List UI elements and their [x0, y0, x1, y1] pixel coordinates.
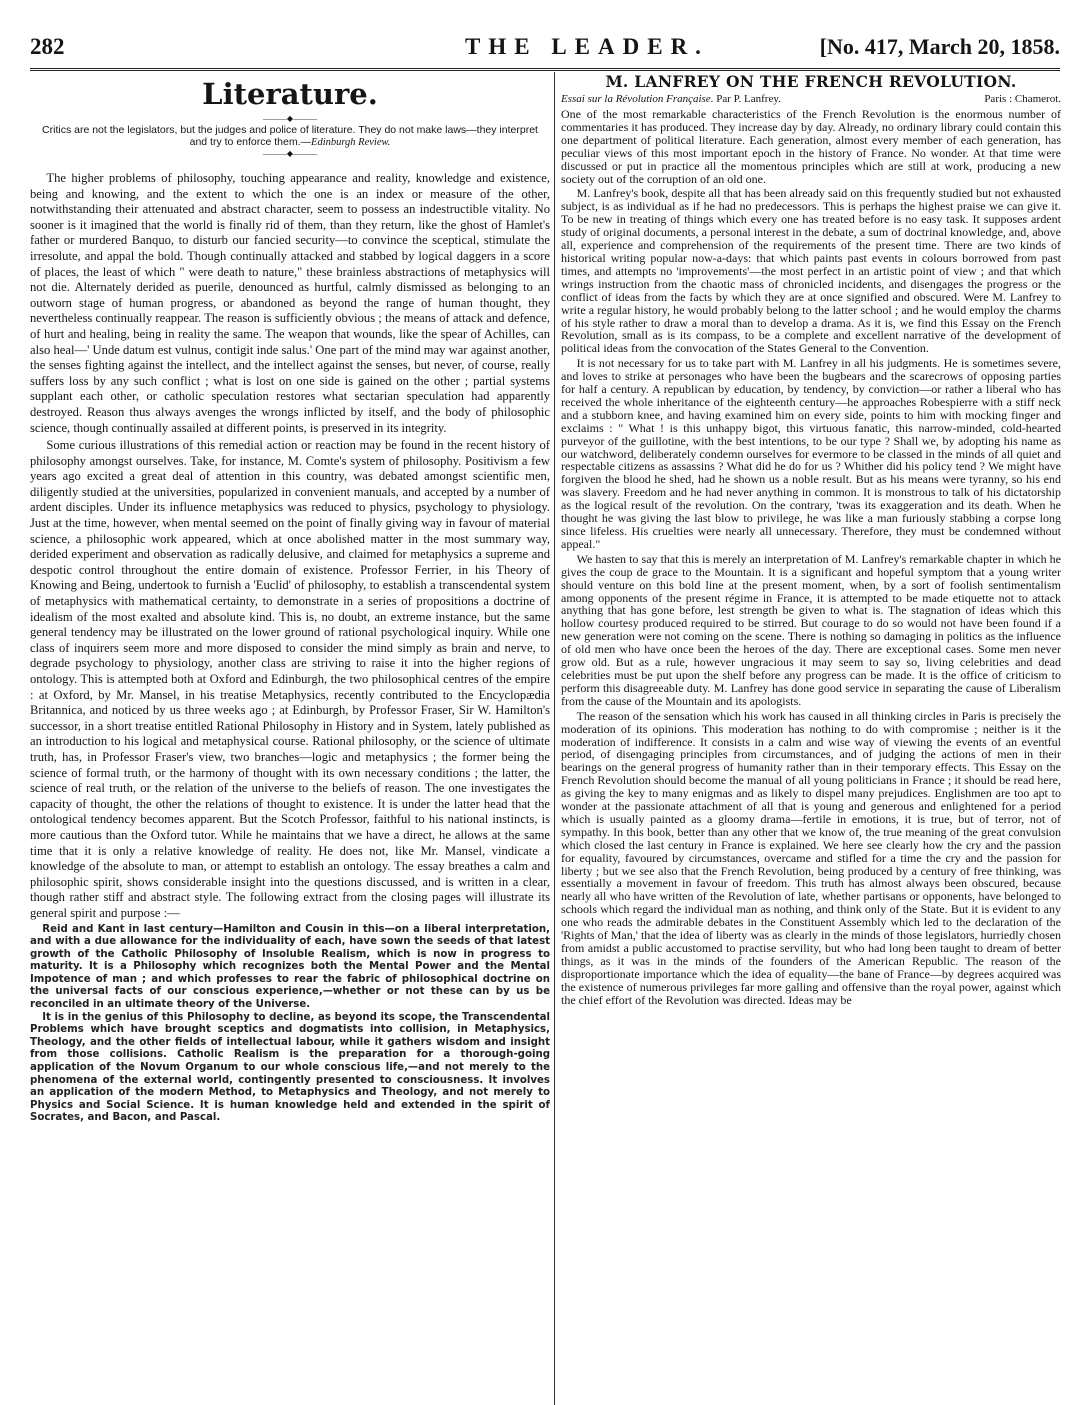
- paragraph: The reason of the sensation which his work has caused in all thinking circles in Paris is precisely the moderation of its opinions. This moderation has nothing to do with compromise ; neither is it the moderation of indifference. It consists in a calm and wise way of viewing the events of an eventful period, of disengaging principles from circumstances, and of judging the actions of men in their bearings on the general progress of humanity rather than in their temporary effects. This Essay on the French Revolution should become the manual of all young politicians in France ; it should be read here, as giving the key to many enigmas and as likely to dispel many prejudices. Englishmen are too apt to wonder at the passionate attachment of all that is young and generous and enlightened for a period which is usually painted as a gloomy drama—fertile in emotions, it is true, but of terror, not of sympathy. In this book, better than any other that we know of, the true meaning of the great convulsion which closed the last century in France is explained. We here see clearly how the cry and the passion for equality, favoured by circumstances, overcame and stifled for a time the cry and the passion for liberty ; but we see also that the French Revolution, being produced by a century of free thinking, was essentially a movement in favour of freedom. This truth has almost always been obscured, because nearly all who have written of the Revolution of late, whether partisans or opponents, have belonged to schools which regard the individual man as nothing, and think only of the State. But it is evident to any one who reads the admirable debates in the Constituent Assembly which led to the declaration of the 'Rights of Man,' that the idea of liberty was as clearly in the minds of those legislators, hurriedly chosen from amidst a public accustomed to practise servility, but who had long been taught to dream of better things, as it was in the minds of the founders of the American Republic. The reason of the disproportionate importance which the idea of equality—the bane of France—by degrees acquired was the existence of numerous privileges far more galling and offensive than the royal power, against which the chief effort of the Revolution was directed. Ideas may be: [561, 708, 1061, 1007]
- epigraph-source: Edinburgh Review.: [311, 137, 391, 148]
- review-title: M. LANFREY ON THE FRENCH REVOLUTION.: [605, 72, 1017, 91]
- book-title: Essai sur la Révolution Française.: [561, 93, 714, 105]
- paragraph: One of the most remarkable characteristics of the French Revolution is the enormous number of commentaries it has produced. They increase day by day. Already, no ordinary library could contain this one department of political literature. Each generation, almost every member of each generation, has peculiar views of this most important epoch in the history of France. No wonder. At that time were discussed or put in practice all the momentous principles which are still at work, producing a new society out of the corruption of an old one.: [561, 107, 1061, 186]
- issue-info: [No. 417, March 20, 1858.: [819, 34, 1060, 59]
- masthead-rule: [30, 68, 1060, 71]
- article-body: [30, 171, 550, 922]
- paragraph: The higher problems of philosophy, touching appearance and reality, knowledge and existence, being and knowing, and the extent to which the one is an index or measure of the other, notwithstanding their attenuated and abstract character, seem to possess an indestructible vitality. No sooner is it imagined that the world is finally rid of them, than they return, like the ghost of Hamlet's father or murdered Banquo, to disturb our fancied security—to convince the sceptical, stimulate the irresolute, and appal the bold. Though continually attacked and stabbed by logical daggers in a score of places, the least of which " were death to nature," these brainless abstractions of metaphysics will not die. Alternately derided as puerile, denounced as hurtful, calmly dismissed as belonging to an outworn stage of human progress, or abandoned as beyond the range of human thought, they nevertheless continually reappear. The reason is sufficiently obvious ; the means of attack and defence, of hurt and healing, being in reality the same. The weapon that wounds, like the spear of Achilles, can also heal—' Unde datum est vulnus, contigit inde salus.' One part of the mind may war against another, the senses fighting against the intellect, and the intellect against the senses, but never, of course, really suffers loss by any such conflict ; what is lost on one side is gained on the other ; partial systems supplant each other, or catholic speculation restores what sectarian speculation had apparently destroyed. Reason thus always avenges the wrongs inflicted by itself, and the body of philosophic science, though continually assailed at different points, is preserved in its integrity.: [30, 171, 550, 435]
- ornament-divider: ———◆———: [262, 114, 318, 123]
- right-column: [561, 72, 1061, 1405]
- left-column: [30, 72, 550, 1405]
- epigraph-text: Critics are not the legislators, but the judges and police of literature. They do not make laws—they interpret and try to enforce them.—: [42, 124, 538, 148]
- ornament-divider: ———◆———: [262, 149, 318, 158]
- column-divider: [554, 72, 555, 1405]
- paragraph: We hasten to say that this is merely an interpretation of M. Lanfrey's remarkable chapter in which he gives the coup de grace to the Mountain. It is a significant and hopeful symptom that a young writer should venture on this bold line at the present moment, when, by a sort of foolish sentimentalism among opponents of the present régime in France, it is attempted to be made etiquette not to attack anything that has gone before, lest strength be given to what is. The stagnation of ideas which this hollow courtesy produced required to be stirred. But courage to do so would not have been found if a new generation were not coming on the scene. There is nothing so damaging in politics as the influence of old men who have once been the heroes of the day. There are exceptional cases. Some men never grow old. But as a rule, however ungracious it may seem to say so, living celebrities and dead celebrities must be put upon the shelf before any progress can be made. It is the office of criticism to perform this disagreeable duty. M. Lanfrey has done good service in separating the cause of Liberalism from the cause of the Mountain and its apologists.: [561, 551, 1061, 708]
- book-citation: [561, 92, 1061, 106]
- section-title: Literature.: [202, 77, 378, 111]
- paragraph: It is not necessary for us to take part with M. Lanfrey in all his judgments. He is sometimes severe, and loves to strike at personages who have been the bugbears and the scarecrows of opposing parties for half a century. A republican by education, by tendency, by conviction—or rather a liberal who has received the whole inheritance of the eighteenth century—he approaches Robespierre with a stiff neck and a stubborn knee, and having examined him on every side, points to him with mocking finger and exclaims : " What ! is this unhappy bigot, this virtuous fanatic, this narrow-minded, cold-hearted purveyor of the guillotine, with the best intentions, to be our type ? Shall we, by adopting his name as our watchword, deliberately condemn ourselves for evermore to be classed in the minds of all quiet and respectable citizens as assassins ? What did he do for us ? Whither did his policy tend ? We might have forgiven the blood he shed, had he shown us a noble result. But as his means were tyranny, so his end was slavery. Freedom and he had never anything in common. It is monstrous to talk of his dictatorship as the logical result of the revolution. On the contrary, 'twas its exaggeration and its death. When he thought he was giving the last blow to privilege, he was like a man furiously stabbing a corpse long since lifeless. His cruelties were nearly all unnecessary. Therefore, they must be condemned without appeal.": [561, 356, 1061, 551]
- quote-paragraph: Reid and Kant in last century—Hamilton and Cousin in this—on a liberal interpretation, and with a due allowance for the individuality of each, have sown the seeds of that latest growth of the Catholic Philosophy of Insoluble Realism, which is now in progress to maturity. It is a Philosophy which recognizes both the Mental Power and the Mental Impotence of man ; and which professes to rear the fabric of philosophical doctrine on the universal facts of our conscious experience,—whether or not these can by us be reconciled in an ultimate theory of the Universe.: [30, 923, 550, 1011]
- quote-paragraph: It is in the genius of this Philosophy to decline, as beyond its scope, the Transcendental Problems which have brought sceptics and dogmatists into collision, in Metaphysics, Theology, and the other fields of intellectual labour, while it gathers wisdom and insight from those collisions. Catholic Realism is the preparation for a thorough-going application of the Novum Organum to our whole conscious life,—and not merely to the phenomena of the external world, contingently presented to consciousness. It involves an application of the modern Method, to Metaphysics and Theology, and not merely to Physics and Social Science. It is human knowledge held and extended in the spirit of Socrates, and Bacon, and Pascal.: [30, 1011, 550, 1124]
- review-body: [561, 108, 1061, 1007]
- paragraph: M. Lanfrey's book, despite all that has been already said on this frequently studied but not exhausted subject, is as individual as if he had no predecessors. This is perhaps the highest praise we can give it. To be new in treating of things which every one has treated before is no easy task. It supposes ardent study of original documents, a personal interest in the debate, a sum of doctrinal knowledge, and, above all, experience and comprehension of the requirements of the present time. There are two kinds of historical writing popular now-a-days: that which paints past events in colours borrowed from past times, and attempts no 'improvements'—the most perfect in an artistic point of view ; and that which wrings instruction from the chaotic mass of chronicled incidents, and disengages the progress or the conflict of ideas from the facts by which they are at once signified and obscured. Were M. Lanfrey to write a regular history, he would probably belong to the latter school ; and he would employ the charms of his style rather to draw a moral than to develop a drama. As it is, we find this Essay on the French Revolution, small as is its compass, to be a complete and excellent narrative of the development of political ideas from the convocation of the States General to the Convention.: [561, 186, 1061, 356]
- extract-quote: [30, 924, 550, 1126]
- journal-title: THE LEADER.: [465, 34, 709, 59]
- paragraph: Some curious illustrations of this remedial action or reaction may be found in the recent history of philosophy amongst ourselves. Take, for instance, M. Comte's system of philosophy. Positivism a few years ago excited a great deal of attention in this country, was debated amongst scientific men, diligently studied at the universities, popularized in convenient manuals, and accepted by a number of ardent disciples. Under its influence metaphysics was reduced to physics, psychology to physiology. Just at the time, however, when mental seemed on the point of finally giving way in favour of material science, a philosophic work appeared, which at once abolished matter in the most summary way, derided experiment and observation as radically delusive, and claimed for metaphysics a supreme and despotic control throughout the entire domain of existence. Professor Ferrier, in his Theory of Knowing and Being, undertook to furnish a 'Euclid' of philosophy, to establish a transcendental system of metaphysics with mathematical certainty, to demonstrate in a series of propositions a doctrine of idealism of the most exalted and absolute kind. This is, no doubt, an extreme instance, but the same general tendency may be illustrated on the lower ground of rational psychological inquiry. While one class of inquirers seem more and more disposed to consider the mind simply as brain and nerve, to degrade psychology to physiology, another class are striving to raise it into the higher regions of ontology. This is attempted both at Oxford and Edinburgh, the two philosophical centres of the empire : at Oxford, by Mr. Mansel, in his treatise Metaphysics, recently contributed to the Encyclopædia Britannica, and noticed by us three weeks ago ; at Edinburgh, by Professor Fraser, Sir W. Hamilton's successor, in a short treatise entitled Rational Philosophy in History and in System, lately published as an introduction to his logical and metaphysical course. Rational philosophy, or the science of ultimate truth, has, in Professor Fraser's view, two branches—logic and metaphysics ; the former being the science of formal truth, or the harmony of thought with its own necessary conditions ; the latter, the science of real truth, or the relation of the universe to the beliefs of reason. The one investigates the capacity of thought, the other the relations of thought to existence. It is under the latter head that the ontological tendency becomes apparent. But the Scotch Professor, faithful to his national instincts, is more cautious than the Oxford tutor. While he maintains that we have a direct, he allows at the same time that it is only a relative knowledge of reality. He does not, like Mr. Mansel, vindicate a knowledge of the absolute to man, or attempt to establish an ontology. The essay breathes a calm and philosophic spirit, shows considerable insight into the questions discussed, and is written in a clear, though rather stiff and abstract style. The following extract from the closing pages will illustrate its general spirit and purpose :—: [30, 438, 550, 920]
- book-publisher: Paris : Chamerot.: [984, 93, 1061, 105]
- epigraph: [32, 124, 548, 149]
- book-author: Par P. Lanfrey.: [716, 93, 781, 105]
- masthead: [30, 34, 1060, 66]
- page-number: 282: [30, 34, 65, 59]
